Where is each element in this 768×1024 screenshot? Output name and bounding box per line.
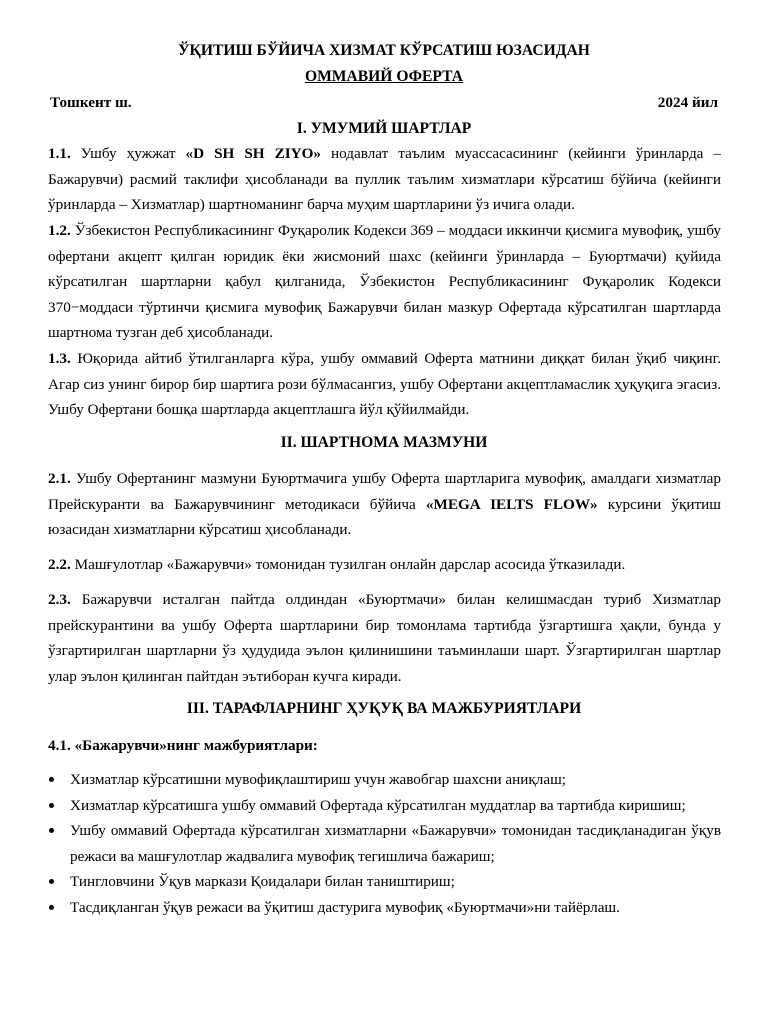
paragraph-text: Машғулотлар «Бажарувчи» томонидан тузилган онлайн дарслар асосида ўтказилади.: [70, 556, 626, 573]
paragraph-number: 1.3.: [48, 350, 71, 367]
subsection-heading-contractor-obligations: 4.1. «Бажарувчи»нинг мажбуриятлари:: [48, 737, 318, 754]
paragraph-2-1: [48, 466, 721, 543]
paragraph-text: курсини ўқитиш юзасидан хизматларни кўрсатиш ҳисобланади.: [48, 495, 721, 539]
obligations-list: [48, 767, 721, 921]
course-name: «MEGA IELTS FLOW»: [425, 495, 598, 513]
paragraph-number: 2.3.: [48, 591, 71, 608]
list-item: Тингловчини Ўқув маркази Қоидалари билан таништириш;: [70, 873, 455, 891]
year-label: 2024 йил: [657, 94, 718, 111]
paragraph-1-1: [48, 141, 721, 218]
paragraph-text: нодавлат таълим муассасасининг (кейинги ўринларда – Бажарувчи) расмий таклифи ҳисобланади ва пуллик таълим хизматлари кўрсатиш бўйича (кейинги ўринларда – Хизматлар) шартноманинг барча муҳим шартларини ўз ичига олади.: [48, 145, 721, 214]
paragraph-1-2: [48, 218, 721, 346]
city-label: Тошкент ш.: [50, 94, 132, 111]
place-date-line: [50, 90, 718, 116]
paragraph-number: 2.2.: [48, 556, 71, 573]
paragraph-text: Ушбу Офертанинг мазмуни Буюртмачига ушбу Оферта шартларига мувофиқ, амалдаги хизматлар Прейскуранти ва Бажарувчининг методикаси бўйича: [48, 470, 721, 513]
section-heading-contract-content: II. ШАРТНОМА МАЗМУНИ: [280, 434, 488, 451]
list-item: Хизматлар кўрсатишга ушбу оммавий Офертада кўрсатилган муддатлар ва тартибда киришиш;: [70, 796, 686, 814]
paragraph-text: Юқорида айтиб ўтилганларга кўра, ушбу оммавий Оферта матнини диққат билан ўқиб чиқинг. Агар сиз унинг бирор бир шартига рози бўлмасангиз, ушбу Офертани акцептламаслик ҳуқуқига эгасиз. Ушбу Офертани бошқа шартларда акцептлашга йўл қўйилмайди.: [48, 350, 721, 419]
paragraph-number: 1.1.: [48, 145, 71, 162]
organization-name: «D SH SH ZIYO»: [185, 145, 321, 162]
paragraph-text: Ушбу ҳужжат: [70, 145, 186, 162]
paragraph-text: Бажарувчи исталган пайтда олдиндан «Буюртмачи» билан келишмасдан туриб Хизматлар прейскурантини ва ушбу Оферта шартларини бир томонлама тартибда ўзгартишга ҳақли, бунда у ўзгартирилган шартларни ўз ҳудудида эълон қилинишини таъминлаши шарт. Ўзгартирилган шартлар улар эълон қилинган пайтдан эътиборан кучга киради.: [48, 591, 721, 685]
paragraph-number: 2.1.: [48, 470, 71, 487]
document-title: ЎҚИТИШ БЎЙИЧА ХИЗМАТ КЎРСАТИШ ЮЗАСИДАН: [178, 42, 590, 59]
section-heading-general-terms: I. УМУМИЙ ШАРТЛАР: [296, 120, 472, 137]
paragraph-1-3: [48, 346, 721, 423]
document-subtitle: ОММАВИЙ ОФЕРТА: [304, 68, 464, 85]
paragraph-2-3: [48, 587, 721, 689]
section-heading-rights-obligations: III. ТАРАФЛАРНИНГ ҲУҚУҚ ВА МАЖБУРИЯТЛАРИ: [186, 700, 582, 717]
list-item: Ушбу оммавий Офертада кўрсатилган хизматларни «Бажарувчи» томонидан тасдиқланадиган ўқув режаси ва машғулотлар жадвалига мувофиқ тегишлича бажариш;: [70, 822, 721, 865]
paragraph-2-2: [48, 552, 721, 578]
list-item: Хизматлар кўрсатишни мувофиқлаштириш учун жавобгар шахсни аниқлаш;: [70, 771, 566, 788]
paragraph-number: 1.2.: [48, 222, 71, 239]
list-item: Тасдиқланган ўқув режаси ва ўқитиш дастурига мувофиқ «Буюртмачи»ни тайёрлаш.: [70, 898, 620, 916]
paragraph-text: Ўзбекистон Республикасининг Фуқаролик Кодекси 369 – моддаси иккинчи қисмига мувофиқ, ушбу офертани акцепт қилган юридик ёки жисмоний шахс (кейинги ўринларда – Буюртмачи) қуйида кўрсатилган шартларни қабул қилганида, Ўзбекистон Республикасининг Фуқаролик Кодекси 370−моддаси тўртинчи қисмига мувофиқ Бажарувчи билан мазкур Офертада кўрсатилган шартларда шартнома тузган деб ҳисобланади.: [48, 222, 721, 342]
